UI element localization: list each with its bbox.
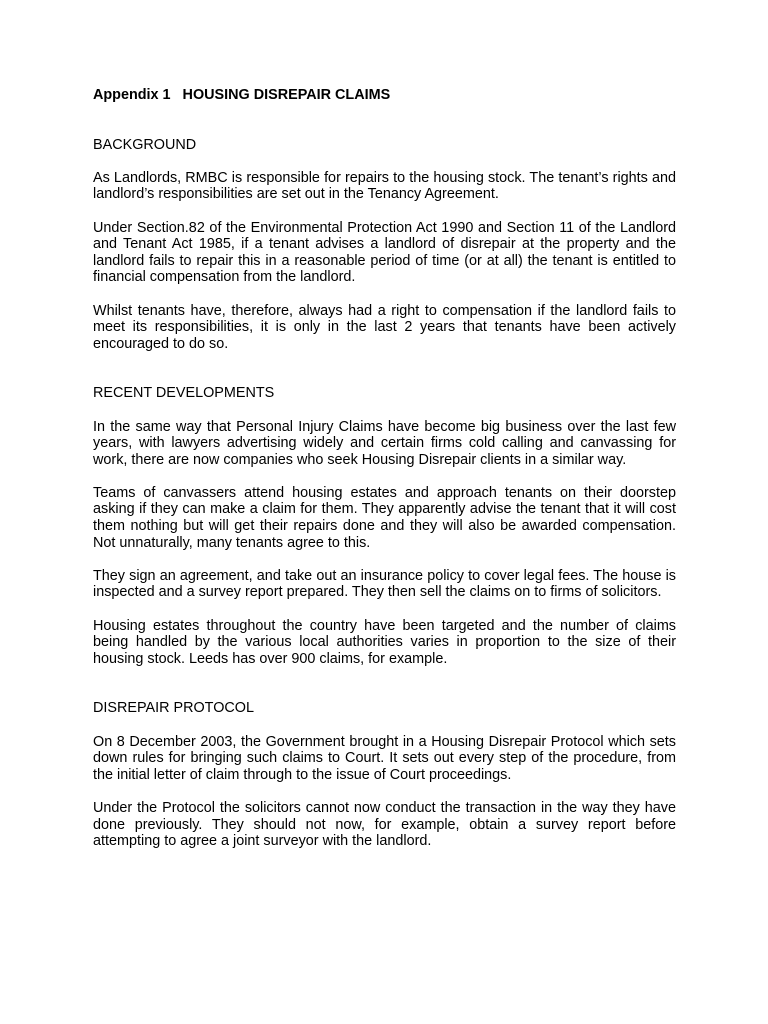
section-recent-developments [93,385,676,667]
section-heading: BACKGROUND [93,136,197,153]
paragraph: Teams of canvassers attend housing estates and approach tenants on their doorstep asking if they can make a claim for them. They apparently advise the tenant that it will cost them nothing but will get their repairs done and they will also be awarded compensation. Not unnaturally, many tenants agree to this. [93,484,676,551]
paragraph: As Landlords, RMBC is responsible for repairs to the housing stock. The tenant’s rights and landlord’s responsibilities are set out in the Tenancy Agreement. [93,169,676,203]
document-title: Appendix 1 HOUSING DISREPAIR CLAIMS [93,87,391,103]
paragraph: Under Section.82 of the Environmental Protection Act 1990 and Section 11 of the Landlord and Tenant Act 1985, if a tenant advises a landlord of disrepair at the property and the landlord fails to repair this in a reasonable period of time (or at all) the tenant is entitled to financial compensation from the landlord. [93,219,676,286]
paragraph: Housing estates throughout the country have been targeted and the number of claims being handled by the various local authorities varies in proportion to the size of their housing stock. Leeds has over 900 claims, for example. [93,617,676,667]
section-background [93,137,676,353]
paragraph: In the same way that Personal Injury Claims have become big business over the last few years, with lawyers advertising widely and certain firms cold calling and canvassing for work, there are now companies who seek Housing Disrepair clients in a similar way. [93,418,676,468]
paragraph: Whilst tenants have, therefore, always had a right to compensation if the landlord fails to meet its responsibilities, it is only in the last 2 years that tenants have been actively encouraged to do so. [93,302,676,352]
section-heading: RECENT DEVELOPMENTS [93,385,275,402]
paragraph: Under the Protocol the solicitors cannot now conduct the transaction in the way they have done previously. They should not now, for example, obtain a survey report before attempting to agree a joint surveyor with the landlord. [93,799,676,850]
paragraph: On 8 December 2003, the Government brought in a Housing Disrepair Protocol which sets down rules for bringing such claims to Court. It sets out every step of the procedure, from the initial letter of claim through to the issue of Court proceedings. [93,733,676,783]
section-heading: DISREPAIR PROTOCOL [93,700,254,717]
section-disrepair-protocol [93,700,676,849]
paragraph: They sign an agreement, and take out an insurance policy to cover legal fees. The house is inspected and a survey report prepared. They then sell the claims on to firms of solicitors. [93,567,676,601]
document-page [93,87,676,866]
